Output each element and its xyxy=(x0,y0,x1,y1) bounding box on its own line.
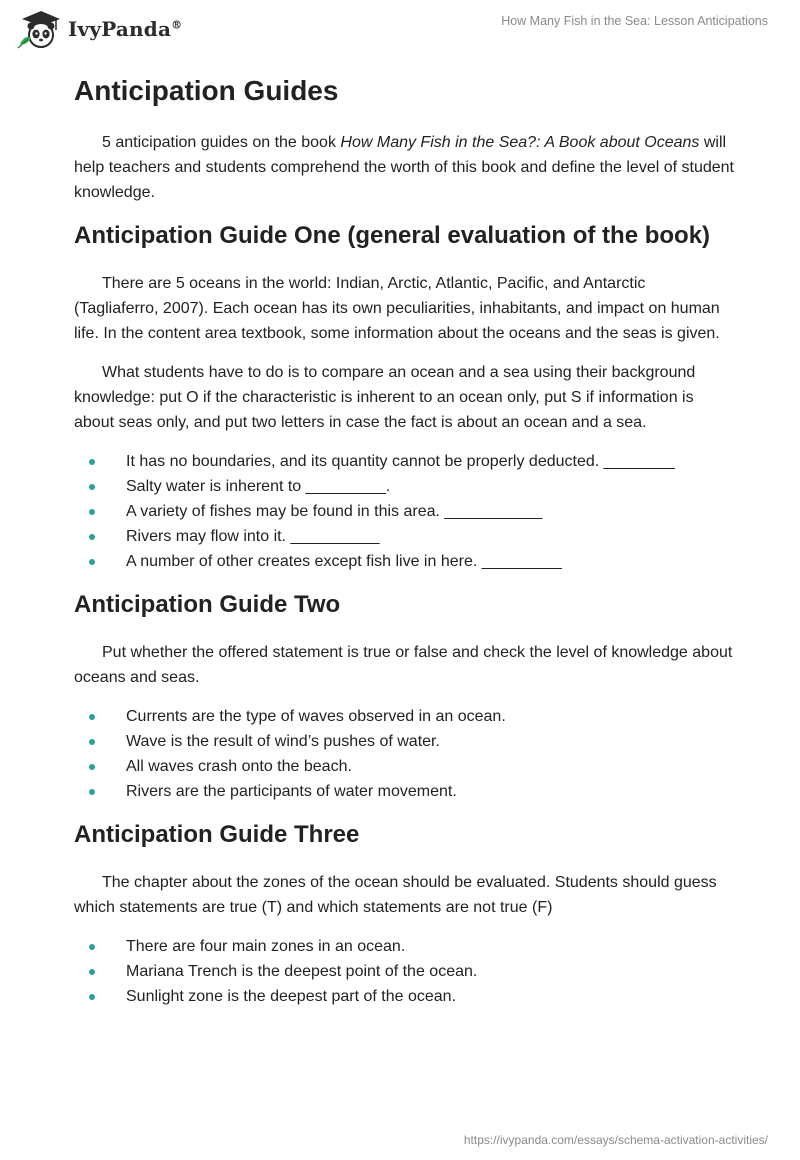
list-item: Rivers may flow into it. __________ xyxy=(74,524,734,549)
list-item: Salty water is inherent to _________. xyxy=(74,474,734,499)
guide-one-paragraph-1: There are 5 oceans in the world: Indian, Arctic, Atlantic, Pacific, and Antarctic (Tagliaferro, 2007). Each ocean has its own peculiarities, inhabitants, and impact on human life. In the content area textbook, some information about the oceans and the seas is given. xyxy=(74,275,720,342)
bullet-icon xyxy=(89,739,95,745)
bullet-icon xyxy=(89,559,95,565)
guide-two-paragraph: Put whether the offered statement is true or false and check the level of knowledge about oceans and seas. xyxy=(74,644,733,686)
brand-name: IvyPanda® xyxy=(68,17,183,41)
guide-three-list xyxy=(74,934,734,1009)
list-item: Sunlight zone is the deepest part of the ocean. xyxy=(74,984,734,1009)
document-title: How Many Fish in the Sea: Lesson Anticipations xyxy=(501,14,768,28)
list-item: Currents are the type of waves observed in an ocean. xyxy=(74,704,734,729)
panda-graduate-icon xyxy=(16,8,62,50)
page-title: Anticipation Guides xyxy=(74,75,339,106)
source-url[interactable]: https://ivypanda.com/essays/schema-activation-activities/ xyxy=(463,1133,768,1147)
guide-one-list xyxy=(74,449,734,574)
list-item: Rivers are the participants of water movement. xyxy=(74,779,734,804)
bullet-icon xyxy=(89,994,95,1000)
list-item: A number of other creates except fish live in here. _________ xyxy=(74,549,734,574)
guide-one-paragraph-2: What students have to do is to compare an ocean and a sea using their background knowledge: put O if the characteristic is inherent to an ocean only, put S if information is about seas only, and put two letters in case the fact is about an ocean and a sea. xyxy=(74,364,696,431)
bullet-icon xyxy=(89,509,95,515)
bullet-icon xyxy=(89,534,95,540)
list-item: There are four main zones in an ocean. xyxy=(74,934,734,959)
list-item: A variety of fishes may be found in this area. ___________ xyxy=(74,499,734,524)
list-item: Wave is the result of wind’s pushes of water. xyxy=(74,729,734,754)
bullet-icon xyxy=(89,484,95,490)
guide-three-paragraph: The chapter about the zones of the ocean should be evaluated. Students should guess which statements are true (T) and which statements are not true (F) xyxy=(74,874,717,916)
bullet-icon xyxy=(89,459,95,465)
book-title: How Many Fish in the Sea?: A Book about Oceans xyxy=(340,134,700,151)
intro-paragraph: 5 anticipation guides on the book How Many Fish in the Sea?: A Book about Oceans will help teachers and students comprehend the worth of this book and define the level of student knowledge. xyxy=(74,134,734,201)
guide-two-heading: Anticipation Guide Two xyxy=(74,591,341,618)
list-item: Mariana Trench is the deepest point of the ocean. xyxy=(74,959,734,984)
bullet-icon xyxy=(89,714,95,720)
bullet-icon xyxy=(89,969,95,975)
bullet-icon xyxy=(89,764,95,770)
ivypanda-logo[interactable] xyxy=(16,8,182,50)
bullet-icon xyxy=(89,944,95,950)
guide-two-list xyxy=(74,704,734,804)
bullet-icon xyxy=(89,789,95,795)
page-header xyxy=(0,0,800,60)
guide-three-heading: Anticipation Guide Three xyxy=(74,821,360,848)
list-item: All waves crash onto the beach. xyxy=(74,754,734,779)
guide-one-heading: Anticipation Guide One (general evaluation of the book) xyxy=(74,222,711,249)
article-content xyxy=(74,72,734,1023)
list-item: It has no boundaries, and its quantity cannot be properly deducted. ________ xyxy=(74,449,734,474)
